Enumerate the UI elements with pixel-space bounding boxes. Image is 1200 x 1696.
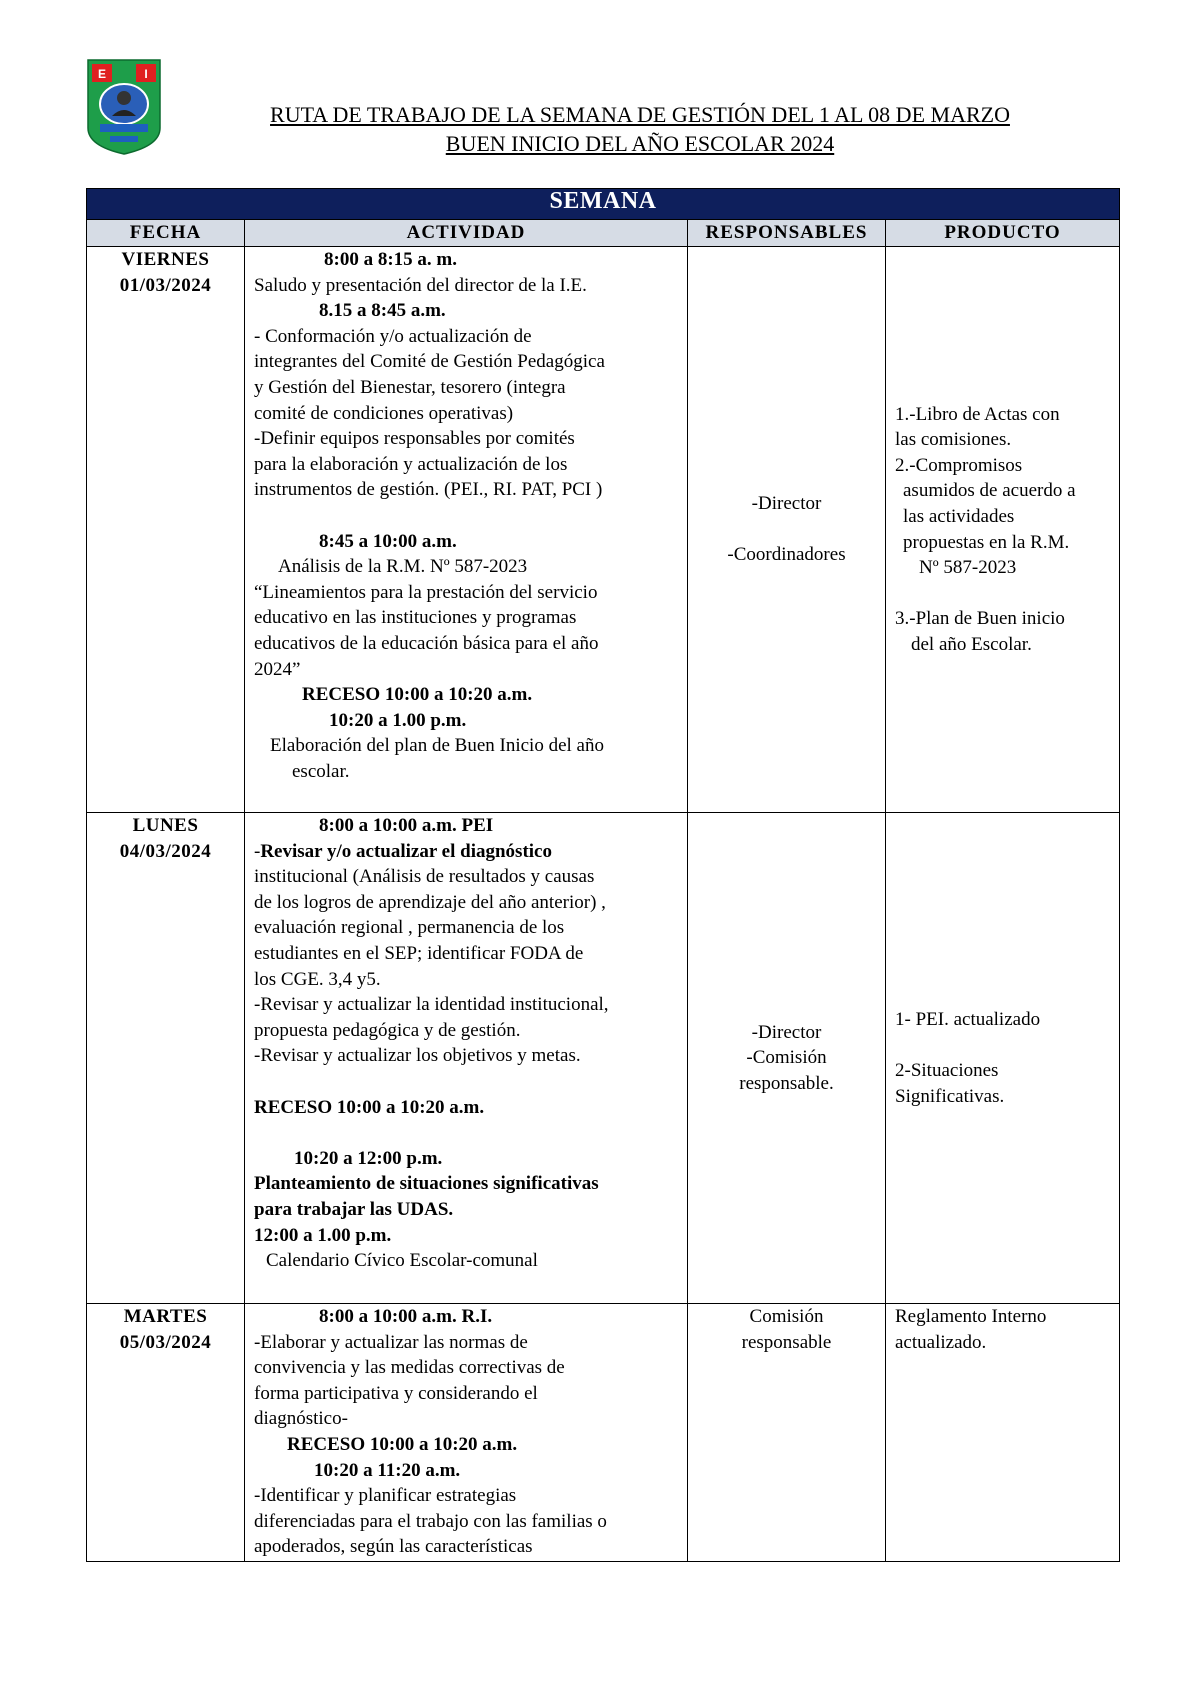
producto-line: Significativas.	[895, 1085, 1005, 1107]
producto-line: 2.-Compromisos	[895, 454, 1023, 476]
activity-line: apoderados, según las características	[254, 1536, 533, 1558]
time-slot: 8:00 a 10:00 a.m. PEI	[319, 815, 494, 836]
activity-cell	[245, 247, 688, 813]
date-label: 04/03/2024	[119, 840, 212, 862]
activity-line: estudiantes en el SEP; identificar FODA de	[254, 942, 584, 964]
responsable-item: responsable.	[739, 1072, 834, 1094]
activity-line: y Gestión del Bienestar, tesorero (integra	[254, 376, 566, 398]
activity-line: institucional (Análisis de resultados y causas	[254, 866, 595, 888]
activity-line: diagnóstico-	[254, 1408, 348, 1430]
logo-letter-i: I	[144, 67, 148, 81]
producto-line: Reglamento Interno	[895, 1306, 1047, 1327]
time-slot: 10:20 a 11:20 a.m.	[314, 1459, 461, 1481]
header-title-line1: RUTA DE TRABAJO DE LA SEMANA DE GESTIÓN DEL 1 AL 08 DE MARZO	[270, 102, 1010, 127]
table-banner: SEMANA	[87, 189, 1120, 220]
col-header-producto: PRODUCTO	[886, 220, 1120, 247]
responsables-cell	[688, 247, 886, 813]
header-title-line2: BUEN INICIO DEL AÑO ESCOLAR 2024	[445, 131, 835, 156]
activity-line: -Identificar y planificar estrategias	[254, 1485, 517, 1507]
producto-cell	[886, 1304, 1120, 1562]
date-cell	[87, 813, 245, 1304]
date-cell	[87, 247, 245, 813]
producto-line: propuestas en la R.M.	[903, 531, 1070, 553]
activity-line: 2024”	[254, 658, 301, 680]
table-row	[87, 813, 1120, 1304]
producto-line: actualizado.	[895, 1331, 987, 1353]
producto-line: del año Escolar.	[911, 633, 1032, 655]
time-slot: 8:00 a 8:15 a. m.	[324, 249, 457, 270]
activity-line: -Revisar y actualizar la identidad institucional,	[254, 994, 609, 1016]
responsable-item: Comisión	[749, 1306, 824, 1327]
activity-line: propuesta pedagógica y de gestión.	[254, 1019, 521, 1041]
activity-line: comité de condiciones operativas)	[254, 402, 514, 424]
activity-cell	[245, 1304, 688, 1562]
date-label: 05/03/2024	[119, 1331, 212, 1353]
activity-line: “Lineamientos para la prestación del servicio	[254, 581, 598, 603]
activity-line: evaluación regional , permanencia de los	[254, 917, 565, 939]
activity-heading: Revisar y/o actualizar el diagnóstico	[260, 840, 552, 862]
time-slot: 8.15 a 8:45 a.m.	[319, 300, 446, 322]
col-header-fecha: FECHA	[87, 220, 245, 247]
table-row	[87, 1304, 1120, 1562]
day-label: VIERNES	[121, 249, 210, 270]
activity-line: - Conformación y/o actualización de	[254, 325, 532, 347]
time-slot: 10:20 a 12:00 p.m.	[294, 1147, 443, 1169]
producto-line: 1.-Libro de Actas con	[895, 403, 1060, 425]
table-row	[87, 247, 1120, 813]
activity-heading: para trabajar las UDAS.	[254, 1198, 454, 1220]
activity-cell	[245, 813, 688, 1304]
time-slot: 8:00 a 10:00 a.m. R.I.	[319, 1306, 493, 1327]
producto-cell	[886, 813, 1120, 1304]
time-slot: 8:45 a 10:00 a.m.	[319, 530, 457, 552]
recess-label: RECESO 10:00 a 10:20 a.m.	[287, 1433, 518, 1455]
responsables-cell	[688, 813, 886, 1304]
activity-line: los CGE. 3,4 y5.	[254, 968, 381, 990]
day-label: MARTES	[123, 1306, 208, 1327]
activity-line: para la elaboración y actualización de los	[254, 453, 568, 475]
activity-line: diferenciadas para el trabajo con las familias o	[254, 1510, 607, 1532]
document-header	[180, 100, 1100, 158]
activity-line: Saludo y presentación del director de la I.E.	[254, 274, 587, 296]
recess-label: RECESO 10:00 a 10:20 a.m.	[302, 684, 533, 706]
activity-line: -Definir equipos responsables por comités	[254, 428, 575, 450]
responsable-item: -Comisión	[746, 1047, 827, 1069]
responsable-item: -Director	[751, 1021, 822, 1043]
schedule-table	[86, 188, 1120, 1562]
day-label: LUNES	[132, 815, 199, 836]
activity-dash: -	[254, 840, 261, 862]
activity-line: integrantes del Comité de Gestión Pedagógica	[254, 351, 605, 373]
producto-line: 2-Situaciones	[895, 1060, 999, 1081]
activity-line: escolar.	[292, 760, 350, 782]
recess-label: RECESO 10:00 a 10:20 a.m.	[254, 1096, 485, 1118]
col-header-responsables: RESPONSABLES	[688, 220, 886, 247]
date-label: 01/03/2024	[119, 274, 212, 296]
activity-line: -Revisar y actualizar los objetivos y metas.	[254, 1045, 581, 1067]
producto-line: 3.-Plan de Buen inicio	[895, 608, 1065, 630]
producto-line: asumidos de acuerdo a	[903, 480, 1076, 502]
activity-line: forma participativa y considerando el	[254, 1382, 538, 1404]
activity-line: educativos de la educación básica para el año	[254, 632, 599, 654]
producto-cell	[886, 247, 1120, 813]
activity-line: de los logros de aprendizaje del año anterior) ,	[254, 891, 606, 913]
activity-line: convivencia y las medidas correctivas de	[254, 1357, 565, 1379]
logo-letter-e: E	[97, 67, 107, 81]
producto-line: las actividades	[903, 505, 1015, 527]
activity-heading: Planteamiento de situaciones significativas	[254, 1173, 599, 1195]
activity-line: -Elaborar y actualizar las normas de	[254, 1331, 528, 1353]
time-slot: 12:00 a 1.00 p.m.	[254, 1224, 392, 1246]
responsables-cell	[688, 1304, 886, 1562]
producto-line: las comisiones.	[895, 429, 1012, 451]
activity-line: Calendario Cívico Escolar-comunal	[266, 1250, 538, 1272]
col-header-actividad: ACTIVIDAD	[245, 220, 688, 247]
responsable-item: -Coordinadores	[727, 544, 846, 566]
producto-line: Nº 587-2023	[919, 557, 1017, 579]
activity-line: instrumentos de gestión. (PEI., RI. PAT, PCI )	[254, 479, 603, 501]
school-logo	[86, 58, 162, 156]
responsable-item: responsable	[741, 1331, 832, 1353]
activity-line: educativo en las instituciones y programas	[254, 607, 577, 629]
time-slot: 10:20 a 1.00 p.m.	[329, 709, 467, 731]
responsable-item: -Director	[751, 493, 822, 515]
producto-line: 1- PEI. actualizado	[895, 1008, 1041, 1030]
activity-line: Análisis de la R.M. Nº 587-2023	[278, 556, 528, 578]
activity-line: Elaboración del plan de Buen Inicio del año	[270, 735, 604, 757]
date-cell	[87, 1304, 245, 1562]
